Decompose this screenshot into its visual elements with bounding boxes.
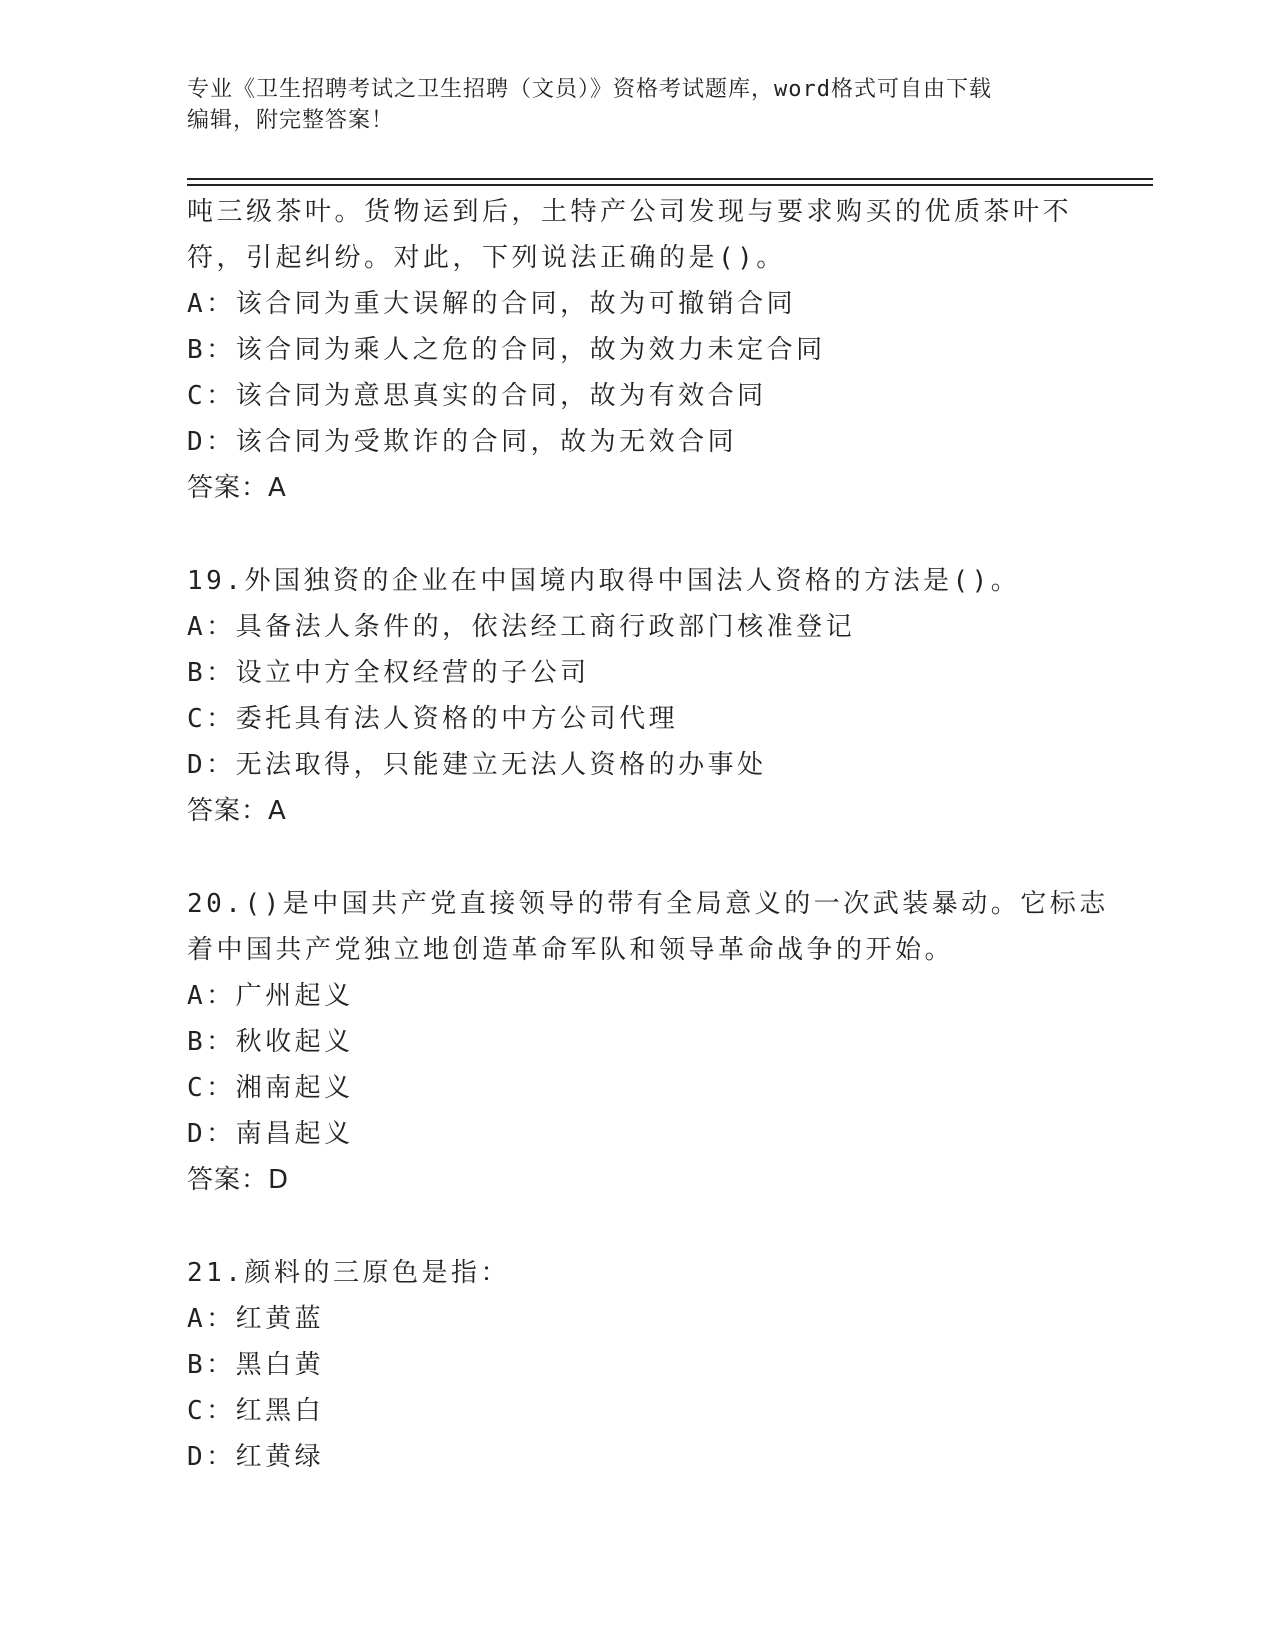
option-d: D：红黄绿 [187, 1442, 325, 1472]
option-c: C：湘南起义 [187, 1073, 354, 1103]
question-text-line: 着中国共产党独立地创造革命军队和领导革命战争的开始。 [187, 935, 955, 965]
answer-line: 答案：A [187, 796, 287, 826]
document-header [187, 74, 1087, 136]
option-c: C：红黑白 [187, 1396, 325, 1426]
option-b: B：秋收起义 [187, 1027, 354, 1057]
question-text-line: 19.外国独资的企业在中国境内取得中国法人资格的方法是()。 [187, 566, 1021, 596]
header-line-2: 编辑，附完整答案！ [187, 108, 395, 133]
spacer [187, 834, 1087, 881]
option-d: D：南昌起义 [187, 1119, 354, 1149]
question-block [187, 189, 1087, 511]
spacer [187, 511, 1087, 558]
question-block [187, 881, 1109, 1203]
answer-line: 答案：D [187, 1165, 290, 1195]
spacer [187, 1203, 1087, 1250]
option-a: A：红黄蓝 [187, 1304, 325, 1334]
header-divider-bottom [187, 184, 1153, 186]
option-b: B：该合同为乘人之危的合同，故为效力未定合同 [187, 335, 826, 365]
question-text-line: 吨三级茶叶。货物运到后，土特产公司发现与要求购买的优质茶叶不 [187, 197, 1073, 227]
question-text-line: 符，引起纠纷。对此，下列说法正确的是()。 [187, 243, 786, 273]
question-text-line: 21.颜料的三原色是指： [187, 1258, 510, 1288]
question-block [187, 558, 1087, 834]
option-d: D：该合同为受欺诈的合同，故为无效合同 [187, 427, 738, 457]
header-divider-top [187, 178, 1153, 180]
option-b: B：黑白黄 [187, 1350, 325, 1380]
header-line-1: 专业《卫生招聘考试之卫生招聘（文员）》资格考试题库，word格式可自由下载 [187, 77, 992, 102]
option-d: D：无法取得，只能建立无法人资格的办事处 [187, 750, 767, 780]
option-a: A：该合同为重大误解的合同，故为可撤销合同 [187, 289, 797, 319]
option-b: B：设立中方全权经营的子公司 [187, 658, 590, 688]
option-a: A：广州起义 [187, 981, 354, 1011]
question-text-line: 20.()是中国共产党直接领导的带有全局意义的一次武装暴动。它标志 [187, 889, 1109, 919]
question-block [187, 1250, 1087, 1480]
option-c: C：该合同为意思真实的合同，故为有效合同 [187, 381, 767, 411]
answer-line: 答案：A [187, 473, 287, 503]
option-c: C：委托具有法人资格的中方公司代理 [187, 704, 679, 734]
option-a: A：具备法人条件的，依法经工商行政部门核准登记 [187, 612, 856, 642]
question-list [187, 189, 1109, 1480]
